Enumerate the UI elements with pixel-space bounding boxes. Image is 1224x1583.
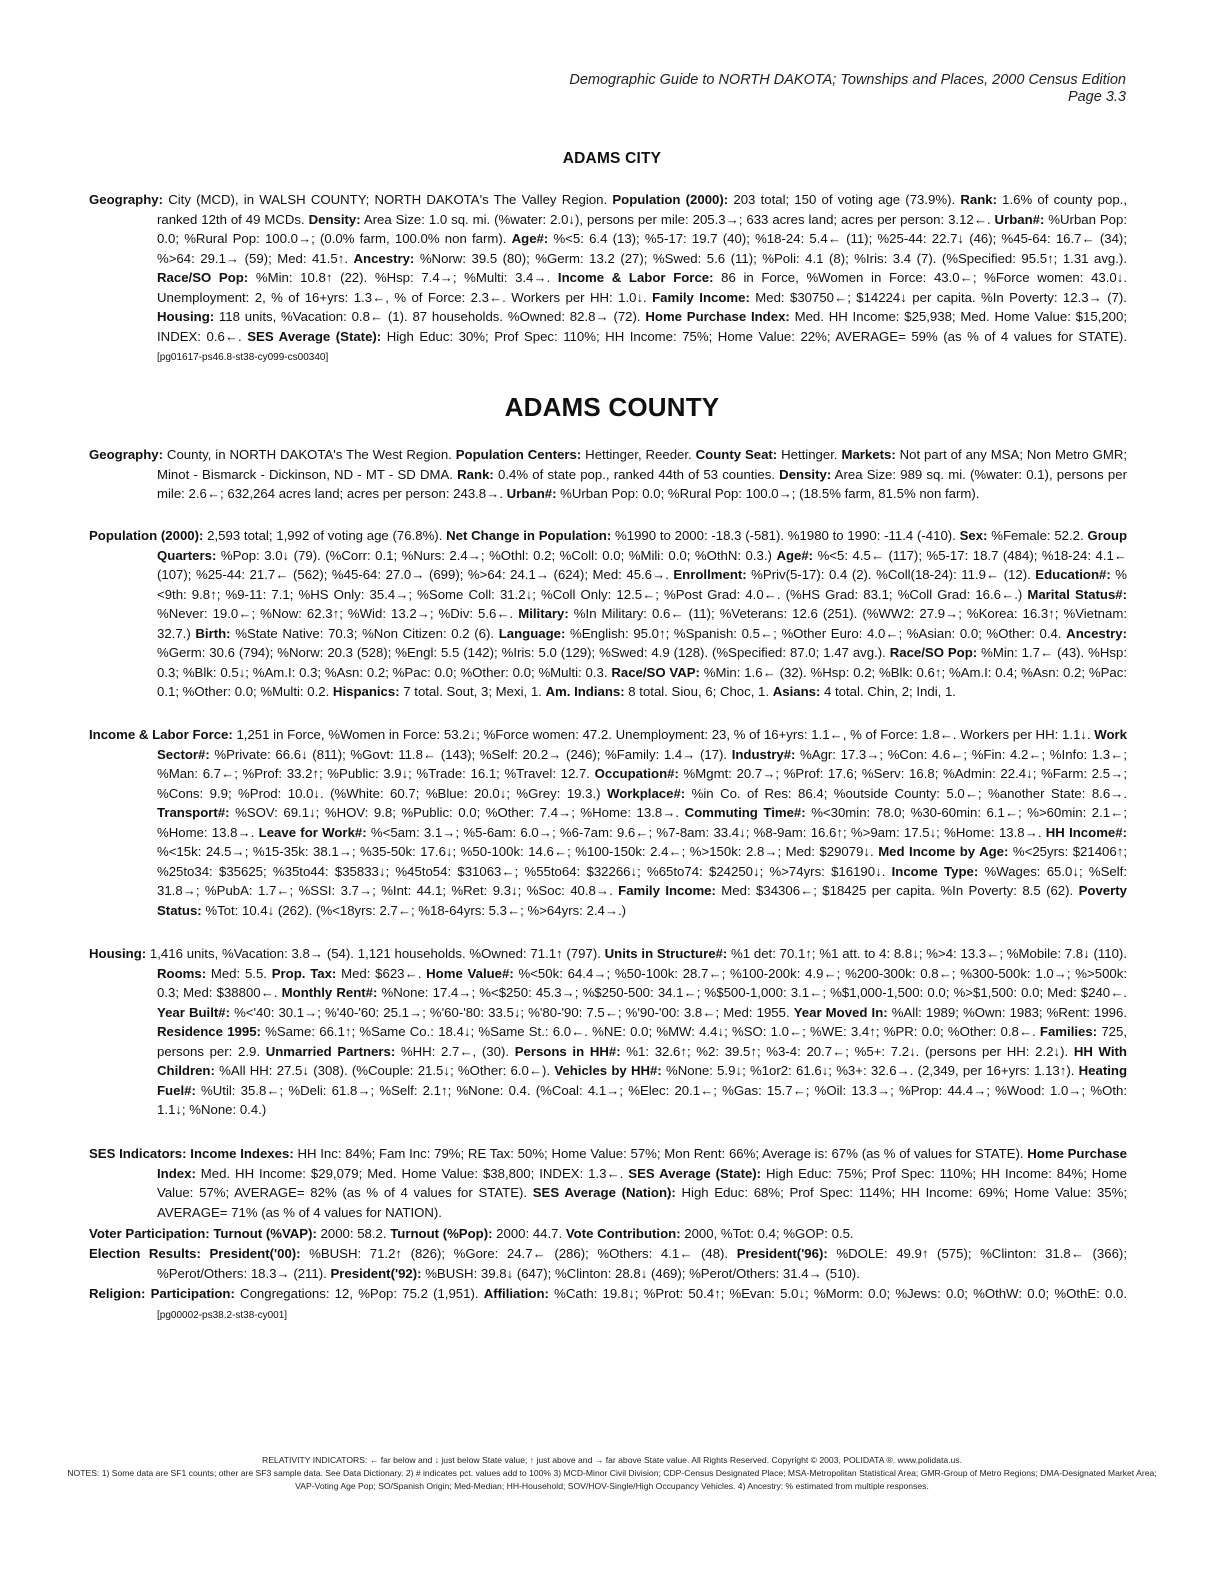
field-label: Year Built#: — [157, 1004, 230, 1020]
field-value: %Germ: 30.6 (794); %Norw: 20.3 (528); %Engl: 5.5 (142); %Iris: 5.0 (129); %Swed: 4.9 (128). (%Specified: 87.0; 1.47 avg.). — [157, 645, 890, 660]
field-label: Rank: — [960, 192, 997, 207]
field-label: President('92): — [330, 1265, 422, 1281]
field-label: Voter Participation: — [89, 1226, 210, 1241]
field-value: %Private: 66.6↓ (811); %Govt: 11.8← (143); %Self: 20.2→ (246); %Family: 1.4→ (17). — [209, 746, 732, 762]
field-label: Heating Fuel#: — [157, 1063, 1127, 1098]
field-value: %Never: 19.0←; %Now: 62.3↑; %Wid: 13.2→; %Div: 5.6←. — [157, 606, 519, 621]
field-value: Area Size: 1.0 sq. mi. (%water: 2.0↓), persons per mile: 205.3→; 633 acres land; acres per person: 3.12←. — [360, 211, 995, 227]
field-value: Med: $623←. — [336, 965, 427, 981]
field-value: %Util: 35.8←; %Deli: 61.8→; %Self: 2.1↑; %None: 0.4. (%Coal: 4.1→; %Elec: 20.1←; %Gas: 15.7←; %Oil: 13.3→; %Prop: 44.4→; %Wood: 1.0→; %Oth: 1.1↓; %None: 0.4.) — [157, 1082, 1127, 1117]
field-value: 8 total. Siou, 6; Choc, 1. — [624, 684, 773, 699]
field-value: %<25yrs: $21406↑; %25to34: $35625; %35to44: $35833↓; %45to54: $31063←; %55to64: $32266↓; %65to74: $24250↓; %>74yrs: $16190↓. — [157, 844, 1127, 879]
field-value: HH Inc: 84%; Fam Inc: 79%; RE Tax: 50%; Home Value: 57%; Mon Rent: 66%; Average is: 67% (as % of values for STATE). — [293, 1146, 1028, 1161]
field-label: Geography: — [89, 447, 164, 462]
field-label: Home Value#: — [426, 965, 514, 981]
county-voter — [89, 1224, 1127, 1244]
field-value: %1: 32.6↑; %2: 39.5↑; %3-4: 20.7←; %5+: 7.2↓. (persons per HH: 2.2↓). — [620, 1043, 1074, 1059]
field-value: %Agr: 17.3→; %Con: 4.6←; %Fin: 4.2←; %Info: 1.3←; %Man: 6.7←; %Prof: 33.2↑; %Public: 3.9↓; %Trade: 16.1; %Travel: 12.7. — [157, 746, 1127, 781]
relativity-indicators-note: RELATIVITY INDICATORS: ← far below and ↓ just below State value; ↑ just above and → far above State value. All Rights Reserved. Copyright © 2003, POLIDATA ®. www.polidata.us. — [261, 1455, 962, 1465]
field-value: Med: $30750←; $14224↓ per capita. %In Poverty: 12.3→ (7). — [749, 289, 1127, 305]
field-label: Work Sector#: — [157, 727, 1127, 762]
field-value: 2000: 44.7. — [492, 1226, 566, 1241]
field-value: %SOV: 69.1↓; %HOV: 9.8; %Public: 0.0; %Other: 7.4→; %Home: 13.8→. — [229, 805, 685, 820]
field-value: 2000, %Tot: 0.4; %GOP: 0.5. — [680, 1226, 854, 1241]
field-label: Participation: — [150, 1286, 235, 1301]
field-value: %<15k: 24.5→; %15-35k: 38.1→; %35-50k: 17.6↓; %50-100k: 14.6←; %100-150k: 2.4←; %>150k: 2.8→; Med: $29079↓. — [157, 844, 879, 859]
field-value: %<50k: 64.4→; %50-100k: 28.7←; %100-200k: 4.9←; %200-300k: 0.8←; %300-500k: 1.0→; %>500k: 0.3; Med: $38800←. — [157, 965, 1127, 1000]
field-value: %All HH: 27.5↓ (308). (%Couple: 21.5↓; %Other: 6.0←). — [214, 1063, 555, 1078]
notes-text: NOTES: 1) Some data are SF1 counts; other are SF3 sample data. See Data Dictionary. 2) # indicates pct. values add to 100% 3) MCD-Minor Civil Division; CDP-Census Designated Place; MSA-Metropolitan Statistical Area; GMR-Group of Metro Regions; DMA-Designated Market Area; VAP-Voting Age Pop; SO/Spanish Origin; Med-Median; HH-Household; SOV/HOV-Single/High Occupancy Vehicles. 4) Ancestry: % estimated from multiple responses. — [67, 1468, 1157, 1491]
field-value: %HH: 2.7←, (30). — [395, 1043, 515, 1059]
field-label: Race/SO VAP: — [611, 664, 700, 680]
field-value: 2000: 58.2. — [316, 1226, 391, 1241]
field-value: %BUSH: 71.2↑ (826); %Gore: 24.7← (286); %Others: 4.1← (48). — [300, 1246, 737, 1261]
field-label: Units in Structure#: — [604, 946, 728, 961]
field-value: %Priv(5-17): 0.4 (2). %Coll(18-24): 11.9← (12). — [746, 567, 1036, 582]
county-income — [89, 725, 1127, 920]
record-code: [pg01617-ps46.8-st38-cy099-cs00340] — [157, 352, 329, 363]
field-label: Marital Status#: — [1027, 586, 1127, 602]
field-label: Income Indexes: — [190, 1146, 294, 1161]
field-value: Med: 5.5. — [206, 965, 272, 981]
field-value: 86 in Force, %Women in Force: 43.0←; %Force women: 43.0↓. Unemployment: 2, % of 16+yrs: 1.3←, % of Force: 2.3←. Workers per HH: 1.0↓. — [157, 270, 1127, 305]
field-label: Density: — [779, 466, 832, 482]
field-value: %Norw: 39.5 (80); %Germ: 13.2 (27); %Swed: 5.6 (11); %Poli: 4.1 (8); %Iris: 3.4 (7). (%Specified: 95.5↑; 1.31 avg.). — [414, 250, 1127, 266]
field-label: Occupation#: — [594, 766, 679, 781]
field-label: Housing: — [157, 309, 215, 324]
field-value: County, in NORTH DAKOTA's The West Region. — [163, 447, 456, 462]
field-label: Enrollment: — [673, 567, 747, 582]
field-label: Hispanics: — [332, 684, 400, 699]
field-label: Density: — [308, 211, 361, 227]
field-value: %None: 5.9↓; %1or2: 61.6↓; %3+: 32.6→. (2,349, per 16+yrs: 1.13↑). — [661, 1063, 1079, 1078]
field-value: %<'40: 30.1→; %'40-'60: 25.1→; %'60-'80: 33.5↓; %'80-'90: 7.5←; %'90-'00: 3.8←; Med: 1955. — [229, 1004, 794, 1020]
field-value: 118 units, %Vacation: 0.8← (1). 87 households. %Owned: 82.8→ (72). — [214, 309, 646, 324]
field-label: Race/SO Pop: — [889, 645, 978, 660]
field-label: Housing: — [89, 946, 147, 961]
field-label: SES Average (State): — [247, 328, 382, 344]
field-value: %None: 17.4→; %<$250: 45.3→; %$250-500: 34.1←; %$500-1,000: 3.1←; %$1,000-1,500: 0.0; %>$1,500: 0.0; Med: $240←. — [377, 985, 1127, 1000]
field-label: Family Income: — [652, 289, 750, 305]
field-label: Income & Labor Force: — [557, 270, 714, 285]
field-value: %in Co. of Res: 86.4; %outside County: 5.0←; %another State: 8.6→. — [685, 785, 1127, 801]
county-religion — [89, 1284, 1127, 1325]
field-label: Religion: — [89, 1286, 146, 1301]
field-value: %Tot: 10.4↓ (262). (%<18yrs: 2.7←; %18-64yrs: 5.3←; %>64yrs: 2.4→.) — [201, 902, 627, 918]
field-value: %State Native: 70.3; %Non Citizen: 0.2 (6). — [230, 625, 499, 641]
field-label: Rooms: — [157, 965, 207, 981]
record-code: [pg00002-ps38.2-st38-cy001] — [157, 1309, 288, 1321]
county-housing — [89, 944, 1128, 1120]
field-value: Not part of any MSA; Non Metro GMR; Minot - Bismarck - Dickinson, ND - MT - SD DMA. — [157, 447, 1128, 482]
field-label: Families: — [1039, 1024, 1098, 1039]
field-label: Urban#: — [994, 211, 1045, 227]
field-value: 2,593 total; 1,992 of voting age (76.8%). — [203, 528, 447, 543]
field-label: HH Income#: — [1045, 824, 1127, 840]
field-label: Sex: — [959, 528, 988, 543]
field-value: High Educ: 30%; Prof Spec: 110%; HH Income: 75%; Home Value: 22%; AVERAGE= 59% (as % of 4 values for STATE). — [381, 328, 1127, 344]
field-value: 203 total; 150 of voting age (73.9%). — [728, 192, 961, 207]
field-value: %BUSH: 39.8↓ (647); %Clinton: 28.8↓ (469); %Perot/Others: 31.4→ (510). — [421, 1265, 860, 1281]
field-value: %<5am: 3.1→; %5-6am: 6.0→; %6-7am: 9.6←; %7-8am: 33.4↓; %8-9am: 16.6↑; %>9am: 17.5↓; %Home: 13.8→. — [366, 824, 1046, 840]
field-value: %<9th: 9.8↑; %9-11: 7.1; %HS Only: 35.4→; %Some Coll: 31.2↓; %Coll Only: 12.5←; %Post Grad: 4.0←. (%HS Grad: 83.1; %Coll Grad: 16.6←.) — [157, 567, 1127, 602]
field-label: Family Income: — [618, 883, 716, 898]
field-value: %<5: 6.4 (13); %5-17: 19.7 (40); %18-24: 5.4← (11); %25-44: 22.7↓ (46); %45-64: 16.7← (34); %>64: 29.1→ (59); Med: 41.5↑. — [157, 231, 1127, 266]
page-footer — [60, 1454, 1164, 1493]
field-label: County Seat: — [695, 447, 778, 462]
field-value: Med. HH Income: $25,938; Med. Home Value: $15,200; INDEX: 0.6←. — [157, 309, 1127, 344]
city-title: ADAMS CITY — [562, 150, 662, 167]
field-label: Vehicles by HH#: — [554, 1063, 662, 1078]
field-label: HH With Children: — [157, 1043, 1127, 1078]
field-label: Prop. Tax: — [271, 965, 337, 981]
page-header — [569, 72, 1126, 106]
field-label: Net Change in Population: — [446, 528, 612, 543]
field-label: Asians: — [772, 684, 821, 699]
field-label: Leave for Work#: — [258, 824, 367, 840]
field-value: 1,416 units, %Vacation: 3.8→ (54). 1,121 households. %Owned: 71.1↑ (797). — [146, 946, 605, 961]
field-value: %<30min: 78.0; %30-60min: 6.1←; %>60min: 2.1←; %Home: 13.8→. — [157, 805, 1127, 840]
county-geography — [89, 445, 1128, 504]
field-label: Ancestry: — [353, 250, 415, 266]
header-page-number: Page 3.3 — [1067, 89, 1126, 105]
field-value: 7 total. Sout, 3; Mexi, 1. — [399, 684, 546, 699]
field-value: Congregations: 12, %Pop: 75.2 (1,951). — [234, 1286, 484, 1301]
field-label: Education#: — [1035, 567, 1111, 582]
field-label: Workplace#: — [607, 785, 686, 801]
field-label: Home Purchase Index: — [645, 309, 790, 324]
field-label: Unmarried Partners: — [265, 1043, 396, 1059]
field-value: %All: 1989; %Own: 1983; %Rent: 1996. — [887, 1004, 1128, 1020]
field-label: Rank: — [457, 466, 494, 482]
field-value: 1,251 in Force, %Women in Force: 53.2↓; %Force women: 47.2. Unemployment: 23, % of 16+yrs: 1.1←, % of Force: 1.8←. Workers per HH: 1.1↓. — [232, 727, 1095, 742]
field-label: Residence 1995: — [157, 1024, 261, 1039]
field-value: High Educ: 75%; Prof Spec: 110%; HH Income: 84%; Home Value: 57%; AVERAGE= 82% (as % of 4 values for STATE). — [157, 1165, 1127, 1200]
field-value: %Cath: 19.8↓; %Prot: 50.4↑; %Evan: 5.0↓; %Morm: 0.0; %Jews: 0.0; %OthW: 0.0; %OthE: 0.0. — [548, 1286, 1127, 1301]
field-value: Med. HH Income: $29,079; Med. Home Value: $38,800; INDEX: 1.3←. — [195, 1165, 629, 1181]
field-value: %English: 95.0↑; %Spanish: 0.5←; %Other Euro: 4.0←; %Asian: 0.0; %Other: 0.4. — [565, 625, 1067, 641]
field-label: Home Purchase Index: — [157, 1146, 1128, 1181]
field-value: %Urban Pop: 0.0; %Rural Pop: 100.0→; (0.0% farm, 100.0% non farm). — [157, 211, 1128, 246]
field-value: 1.6% of county pop., ranked 12th of 49 MCDs. — [157, 192, 1127, 227]
field-label: Age#: — [776, 547, 814, 563]
field-value: %Female: 52.2. — [987, 528, 1088, 543]
field-value: 4 total. Chin, 2; Indi, 1. — [820, 684, 956, 699]
field-label: Turnout (%VAP): — [213, 1226, 317, 1241]
field-label: Markets: — [841, 447, 896, 462]
field-label: Military: — [518, 606, 569, 621]
county-title: ADAMS COUNTY — [504, 392, 720, 422]
field-label: President('00): — [209, 1246, 301, 1261]
field-label: Population (2000): — [89, 528, 204, 543]
field-value: %Min: 1.6← (32). %Hsp: 0.2; %Blk: 0.6↑; %Am.I: 0.4; %Asn: 0.2; %Pac: 0.1; %Other: 0.0; %Multi: 0.2. — [157, 664, 1127, 699]
field-label: Group Quarters: — [157, 528, 1127, 563]
field-value: %<5: 4.5← (117); %5-17: 18.7 (484); %18-24: 4.1← (107); %25-44: 21.7← (562); %45-64: 27.0→ (699); %>64: 24.1→ (624); Med: 45.6→. — [157, 547, 1127, 582]
field-value: %Min: 10.8↑ (22). %Hsp: 7.4→; %Multi: 3.4→. — [248, 270, 558, 285]
field-value: %1990 to 2000: -18.3 (-581). %1980 to 1990: -11.4 (-410). — [611, 528, 960, 543]
field-value: Hettinger. — [777, 447, 842, 462]
field-label: Population (2000): — [612, 192, 729, 207]
field-value: 725, persons per: 2.9. — [157, 1024, 1127, 1059]
field-value: %Min: 1.7← (43). %Hsp: 0.3; %Blk: 0.5↓; %Am.I: 0.3; %Asn: 0.2; %Pac: 0.0; %Other: 0.0; %Multi: 0.3. — [157, 645, 1127, 680]
field-label: SES Average (State): — [628, 1165, 762, 1181]
field-value: %Wages: 65.0↓; %Self: 31.8→; %PubA: 1.7←; %SSI: 3.7→; %Int: 44.1; %Ret: 9.3↓; %Soc: 40.8→. — [157, 863, 1127, 898]
field-label: Monthly Rent#: — [281, 985, 378, 1000]
field-label: Poverty Status: — [157, 883, 1127, 918]
field-value: %Pop: 3.0↓ (79). (%Corr: 0.1; %Nurs: 2.4→; %Othl: 0.2; %Coll: 0.0; %Mili: 0.0; %OthN: 0.3.) — [216, 547, 777, 563]
field-value: %Same: 66.1↑; %Same Co.: 18.4↓; %Same St.: 6.0←. %NE: 0.0; %MW: 4.4↓; %SO: 1.0←; %WE: 3.4↑; %PR: 0.0; %Other: 0.8←. — [260, 1024, 1040, 1039]
field-label: Income & Labor Force: — [89, 727, 233, 742]
field-label: SES Indicators: — [89, 1146, 187, 1161]
field-value: Area Size: 989 sq. mi. (%water: 0.1), persons per mile: 2.6←; 632,264 acres land; acres per person: 243.8→. — [157, 466, 1127, 501]
field-label: Affiliation: — [483, 1286, 549, 1301]
field-label: Year Moved In: — [793, 1004, 888, 1020]
field-value: %1 det: 70.1↑; %1 att. to 4: 8.8↓; %>4: 13.3←; %Mobile: 7.8↓ (110). — [727, 946, 1127, 961]
field-label: Commuting Time#: — [684, 805, 806, 820]
header-title: Demographic Guide to NORTH DAKOTA; Townships and Places, 2000 Census Edition — [569, 72, 1126, 88]
field-label: Med Income by Age: — [878, 844, 1009, 859]
city-entry — [89, 190, 1128, 368]
field-value: %Mgmt: 20.7→; %Prof: 17.6; %Serv: 16.8; %Admin: 22.4↓; %Farm: 2.5→; %Cons: 9.9; %Prod: 10.0↓. (%White: 60.7; %Blue: 20.0↓; %Grey: 19.3.) — [157, 766, 1127, 801]
field-label: Industry#: — [731, 746, 796, 762]
field-label: Urban#: — [506, 486, 557, 501]
field-label: President('96): — [736, 1246, 828, 1261]
field-label: Transport#: — [157, 805, 230, 820]
field-label: Election Results: — [89, 1246, 201, 1261]
field-label: Vote Contribution: — [565, 1226, 681, 1241]
field-value: %DOLE: 49.9↑ (575); %Clinton: 31.8← (366); %Perot/Others: 18.3→ (211). — [157, 1246, 1127, 1281]
field-label: Race/SO Pop: — [157, 270, 249, 285]
field-value: High Educ: 68%; Prof Spec: 114%; HH Income: 69%; Home Value: 35%; AVERAGE= 71% (as % of 4 values for NATION). — [157, 1185, 1128, 1220]
field-value: 0.4% of state pop., ranked 44th of 53 counties. — [493, 466, 780, 482]
field-label: SES Average (Nation): — [532, 1185, 676, 1200]
field-label: Turnout (%Pop): — [390, 1226, 493, 1241]
county-ses — [89, 1144, 1128, 1222]
field-value: City (MCD), in WALSH COUNTY; NORTH DAKOTA's The Valley Region. — [163, 192, 613, 207]
field-label: Am. Indians: — [545, 684, 625, 699]
field-value: %In Military: 0.6← (11); %Veterans: 12.6 (251). (%WW2: 27.9→; %Korea: 16.3↑; %Vietnam: 32.7.) — [157, 606, 1127, 641]
field-label: Income Type: — [891, 863, 979, 879]
field-label: Birth: — [195, 625, 231, 641]
field-label: Language: — [498, 625, 566, 641]
field-label: Persons in HH#: — [514, 1043, 621, 1059]
field-label: Population Centers: — [455, 447, 582, 462]
field-value: Hettinger, Reeder. — [581, 447, 696, 462]
county-population — [89, 526, 1128, 702]
field-label: Ancestry: — [1066, 625, 1128, 641]
field-value: %Urban Pop: 0.0; %Rural Pop: 100.0→; (18.5% farm, 81.5% non farm). — [556, 486, 980, 501]
field-label: Age#: — [511, 231, 549, 246]
county-election — [89, 1244, 1127, 1283]
field-label: Geography: — [89, 192, 164, 207]
field-value: Med: $34306←; $18425 per capita. %In Poverty: 8.5 (62). — [715, 883, 1079, 898]
